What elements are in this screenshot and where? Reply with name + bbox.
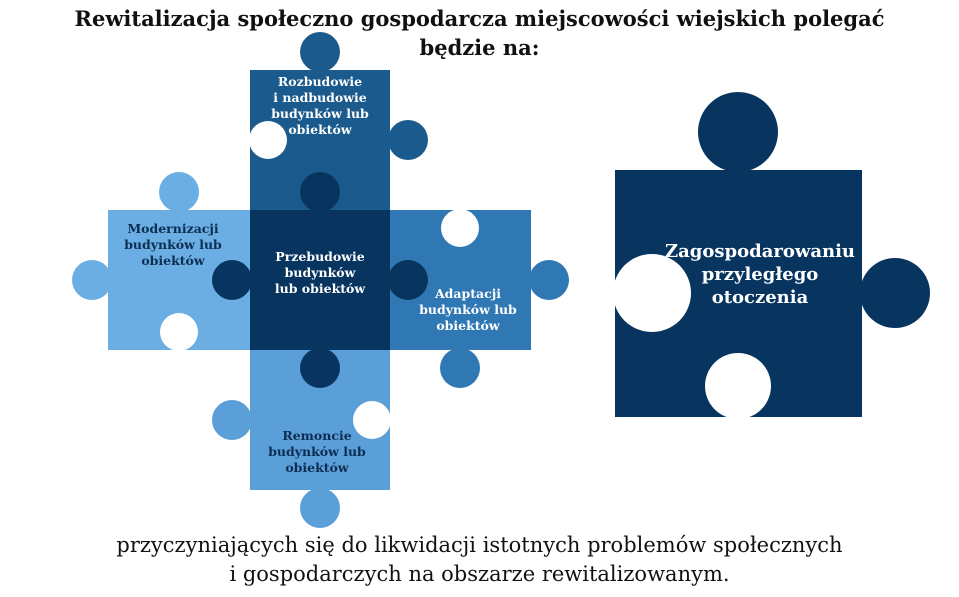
title-line-2: będzie na: [419,35,540,60]
piece-label-top: Rozbudowie i nadbudowie budynków lub obiektów [271,74,369,137]
piece-label-left: Modernizacji budynków lub obiektów [124,221,222,268]
title-line-1: Rewitalizacja społeczno gospodarcza miejscowości wiejskich polegać [74,6,885,31]
puzzle-notch-left-bottom [160,313,198,351]
piece-label-right: Adaptacji budynków lub obiektów [419,286,517,333]
diagram-footer [0,531,959,589]
footer-line-1: przyczyniających się do likwidacji istotnych problemów społecznych [116,533,843,557]
puzzle-notch-large-bottom [705,353,771,419]
piece-label-large: Zagospodarowaniu przyległego otoczenia [664,241,856,308]
piece-label-center: Przebudowie budynków lub obiektów [274,249,366,296]
footer-line-2: i gospodarczych na obszarze rewitalizowanym. [229,562,730,586]
puzzle-notch-right-top [441,209,479,247]
piece-label-bottom: Remoncie budynków lub obiektów [268,428,366,475]
